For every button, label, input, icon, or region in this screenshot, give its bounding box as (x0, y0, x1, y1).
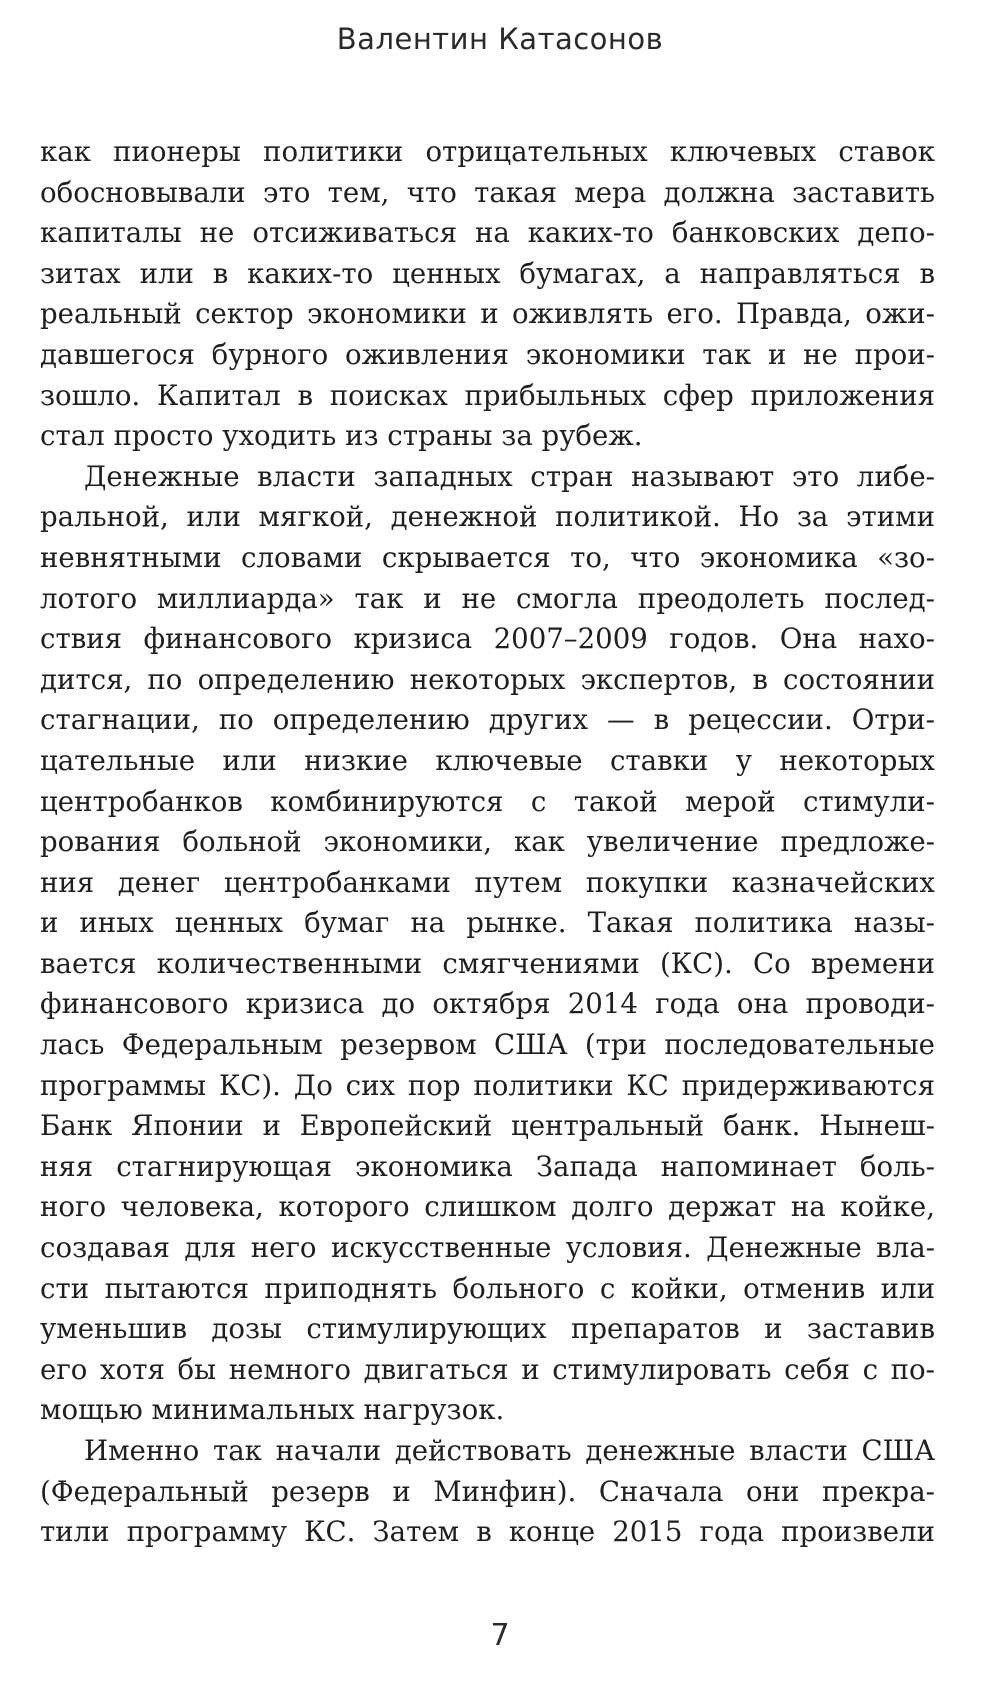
text-line: Банк Японии и Европейский центральный банк. Нынеш- (40, 1109, 935, 1143)
text-line: как пионеры политики отрицательных ключевых ставок (40, 135, 935, 168)
text-line: зитах или в каких-то ценных бумагах, а направляться в (40, 256, 935, 290)
text-line: невнятными словами скрывается то, что экономика «зо- (40, 540, 935, 574)
text-line: сти пытаются приподнять больного с койки, отменив или (40, 1271, 935, 1305)
text-line: его хотя бы немного двигаться и стимулировать себя с по- (40, 1352, 935, 1386)
text-line: ния денег центробанками путем покупки казначейских (40, 865, 935, 899)
text-line: лотого миллиарда» так и не смогла преодолеть послед- (40, 581, 935, 615)
page-number: 7 (490, 1618, 510, 1653)
paragraph (40, 132, 935, 457)
text-line: реальный сектор экономики и оживлять его. Правда, ожи- (40, 297, 935, 331)
text-line: обосновывали это тем, что такая мера должна заставить (40, 175, 935, 209)
paragraph (40, 457, 935, 1431)
text-line: стагнации, по определению других — в рецессии. Отри- (40, 703, 935, 737)
text-line: стал просто уходить из страны за рубеж. (40, 419, 643, 453)
text-line: тили программу КС. Затем в конце 2015 года произвели (40, 1515, 935, 1549)
text-line: зошло. Капитал в поисках прибыльных сфер приложения (40, 378, 935, 412)
text-line: вается количественными смягчениями (КС). Со времени (40, 946, 935, 980)
body-text (40, 132, 935, 1553)
text-line: давшегося бурного оживления экономики так и не прои- (40, 337, 935, 371)
text-line: няя стагнирующая экономика Запада напоминает боль- (40, 1149, 935, 1183)
text-line: центробанков комбинируются с такой мерой стимули- (40, 784, 935, 818)
paragraph (40, 1431, 935, 1553)
text-line: уменьшив дозы стимулирующих препаратов и заставив (40, 1312, 935, 1346)
text-line: рования больной экономики, как увеличение предложе- (40, 825, 935, 859)
text-line: программы КС). До сих пор политики КС придерживаются (40, 1068, 935, 1102)
text-line: лась Федеральным резервом США (три последовательные (40, 1028, 935, 1062)
text-line: (Федеральный резерв и Минфин). Сначала они прекра- (40, 1474, 935, 1508)
text-line: и иных ценных бумаг на рынке. Такая политика назы- (40, 906, 935, 940)
text-line: капиталы не отсиживаться на каких-то банковских депо- (40, 216, 935, 250)
text-line: Денежные власти западных стран называют это либе- (84, 459, 935, 493)
text-line: ствия финансового кризиса 2007–2009 годов. Она нахо- (40, 622, 935, 656)
text-line: ного человека, которого слишком долго держат на койке, (40, 1190, 935, 1224)
text-line: цательные или низкие ключевые ставки у некоторых (40, 743, 935, 777)
text-line: ральной, или мягкой, денежной политикой. Но за этими (40, 500, 935, 534)
running-title: Валентин Катасонов (336, 22, 664, 56)
text-line: Именно так начали действовать денежные власти США (84, 1434, 935, 1467)
text-line: создавая для него искусственные условия. Денежные вла- (40, 1231, 935, 1265)
text-line: дится, по определению некоторых экспертов, в состоянии (40, 662, 935, 696)
text-line: финансового кризиса до октября 2014 года она проводи- (40, 987, 935, 1021)
text-line: мощью минимальных нагрузок. (40, 1393, 505, 1427)
